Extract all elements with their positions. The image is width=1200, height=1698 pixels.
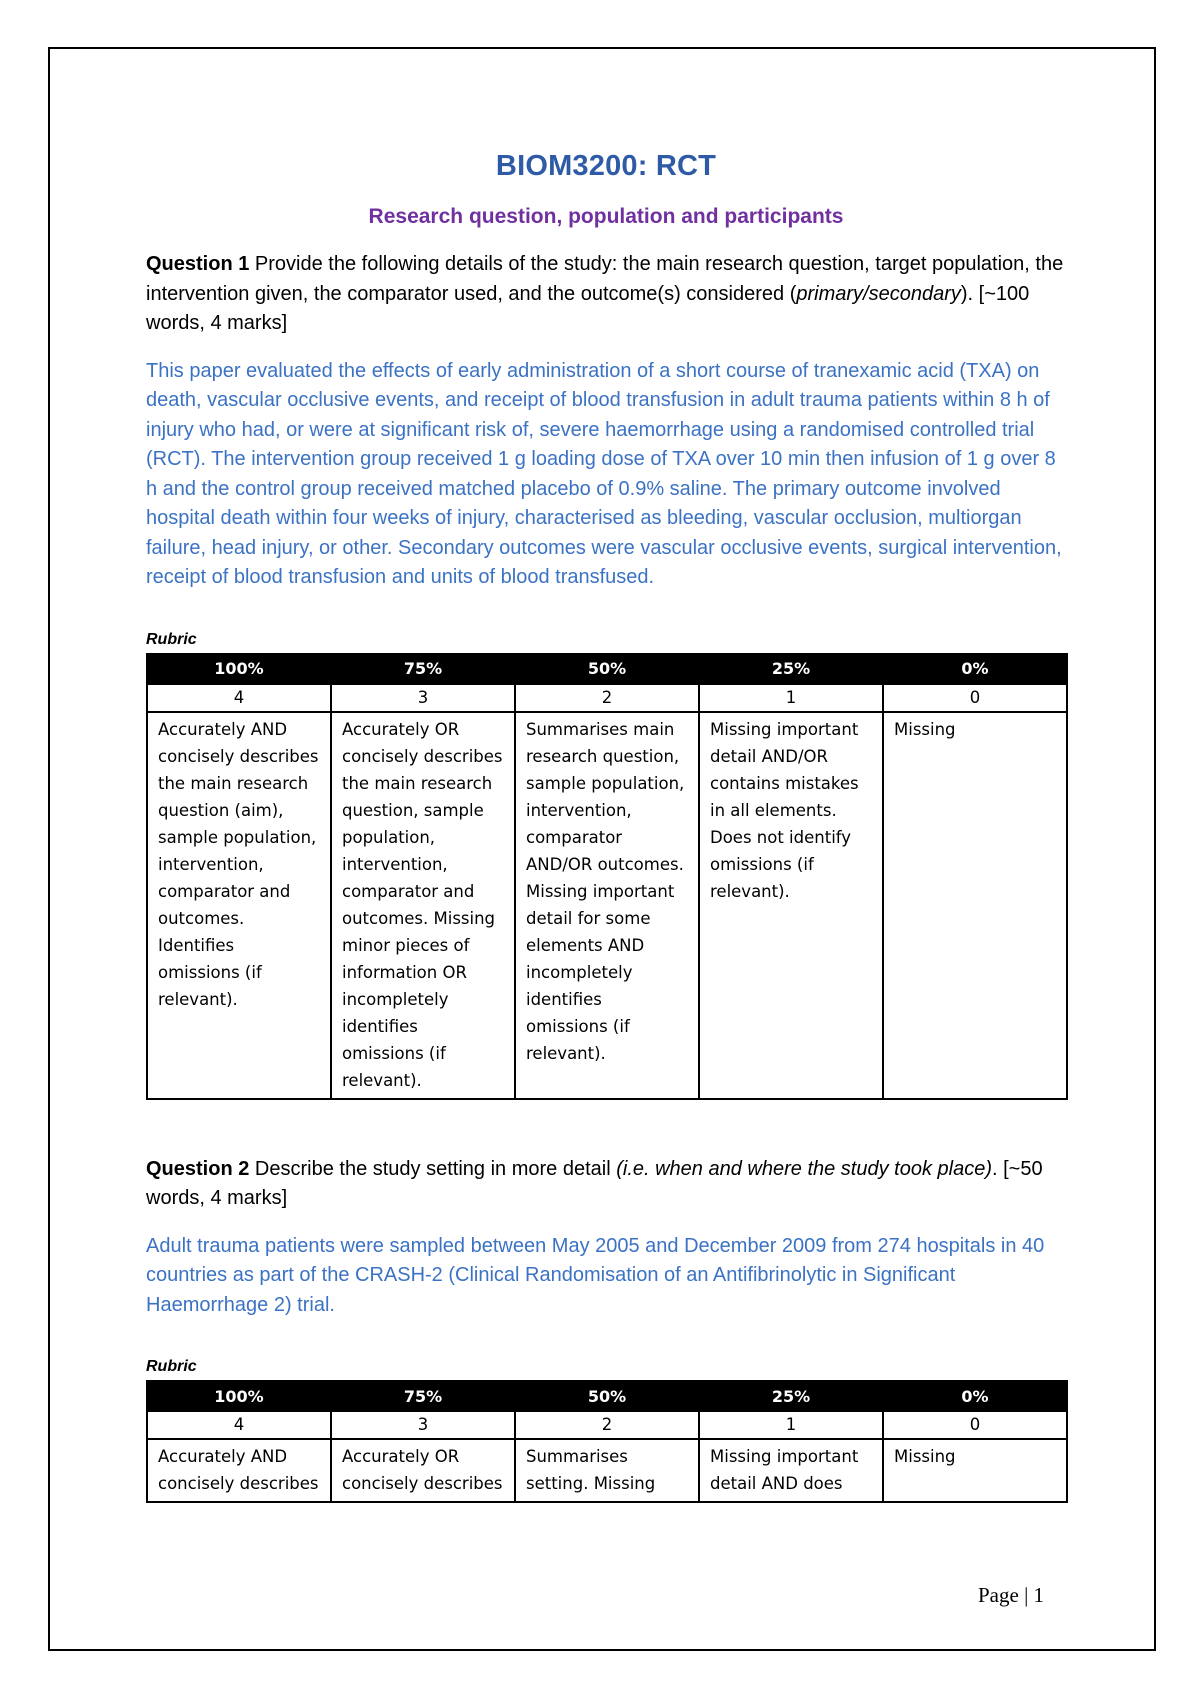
question-1-answer: This paper evaluated the effects of early administration of a short course of tranexamic acid (TXA) on death, vascular occlusive events, and receipt of blood transfusion in adult trauma patients within 8 h of injury who had, or were at significant risk of, severe haemorrhage using a randomised controlled trial (RCT). The intervention group received 1 g loading dose of TXA over 10 min then infusion of 1 g over 8 h and the control group received matched placebo of 0.9% saline. The primary outcome involved hospital death within four weeks of injury, characterised as bleeding, vascular occlusion, multiorgan failure, head injury, or other. Secondary outcomes were vascular occlusive events, surgical intervention, receipt of blood transfusion and units of blood transfused. [146, 359, 1062, 588]
rubric-mark-cell: 1 [699, 1411, 883, 1439]
rubric-mark-cell: 0 [883, 1411, 1067, 1439]
rubric-header-row [147, 1381, 1067, 1411]
rubric-mark-cell: 0 [883, 684, 1067, 712]
rubric-header-cell: 0% [883, 654, 1067, 684]
rubric-mark-cell: 3 [331, 684, 515, 712]
rubric-marks-row [147, 1411, 1067, 1439]
question-2-text: Describe the study setting in more detail [249, 1157, 617, 1180]
question-2-italic: (i.e. when and where the study took place) [616, 1157, 992, 1180]
rubric-header-cell: 0% [883, 1381, 1067, 1411]
question-1-prompt [146, 250, 1066, 339]
rubric-header-cell: 75% [331, 1381, 515, 1411]
question-2-suffix: . [~50 words, 4 marks] [146, 1157, 1043, 1209]
rubric-mark-cell: 2 [515, 684, 699, 712]
rubric-header-cell: 50% [515, 654, 699, 684]
rubric-description-cell: Missing important detail AND/OR contains mistakes in all elements. Does not identify omissions (if relevant). [699, 712, 883, 1099]
rubric-description-cell: Summarises main research question, sample population, intervention, comparator AND/OR outcomes. Missing important detail for some elements AND incompletely identifies omissions (if relevant). [515, 712, 699, 1099]
rubric-header-row [147, 654, 1067, 684]
document-title: BIOM3200: RCT [495, 150, 717, 182]
question-2-rubric-label: Rubric [146, 1358, 197, 1375]
rubric-header-cell: 25% [699, 654, 883, 684]
rubric-description-row [147, 1439, 1067, 1502]
rubric-description-cell: Accurately AND concisely describes the main research question (aim), sample population, intervention, comparator and outcomes. Identifies omissions (if relevant). [147, 712, 331, 1099]
rubric-header-cell: 25% [699, 1381, 883, 1411]
rubric-description-row [147, 712, 1067, 1099]
rubric-header-cell: 50% [515, 1381, 699, 1411]
document-content [146, 150, 1066, 1503]
rubric-description-cell: Accurately OR concisely describes the main research question, sample population, intervention, comparator and outcomes. Missing minor pieces of information OR incompletely identifies omissions (if relevant). [331, 712, 515, 1099]
question-1-italic: primary/secondary [796, 282, 961, 305]
question-1-text: Provide the following details of the study: the main research question, target population, the intervention given, the comparator used, and the outcome(s) considered ( [146, 253, 1064, 305]
question-2-answer: Adult trauma patients were sampled between May 2005 and December 2009 from 274 hospitals in 40 countries as part of the CRASH-2 (Clinical Randomisation of an Antifibrinolytic in Significant Haemorrhage 2) trial. [146, 1234, 1045, 1316]
rubric-description-cell: Missing [883, 712, 1067, 1099]
question-2-label: Question 2 [146, 1157, 250, 1180]
rubric-mark-cell: 2 [515, 1411, 699, 1439]
question-1-label: Question 1 [146, 253, 250, 275]
section-title: Research question, population and participants [368, 205, 844, 228]
rubric-marks-row [147, 684, 1067, 712]
rubric-description-cell: Accurately AND concisely describes [147, 1439, 331, 1502]
question-2-prompt [146, 1155, 1066, 1214]
rubric-header-cell: 100% [147, 1381, 331, 1411]
question-1-suffix: ). [~100 words, 4 marks] [146, 282, 1030, 334]
question-2-rubric-table [146, 1380, 1068, 1503]
rubric-mark-cell: 3 [331, 1411, 515, 1439]
rubric-mark-cell: 1 [699, 684, 883, 712]
question-1-rubric-label: Rubric [146, 630, 197, 648]
rubric-mark-cell: 4 [147, 684, 331, 712]
rubric-header-cell: 100% [147, 654, 331, 684]
rubric-description-cell: Accurately OR concisely describes [331, 1439, 515, 1502]
rubric-mark-cell: 4 [147, 1411, 331, 1439]
rubric-description-cell: Missing important detail AND does [699, 1439, 883, 1502]
page-number: Page | 1 [978, 1583, 1045, 1607]
rubric-header-cell: 75% [331, 654, 515, 684]
rubric-description-cell: Missing [883, 1439, 1067, 1502]
question-1-rubric-table [146, 653, 1068, 1100]
rubric-description-cell: Summarises setting. Missing [515, 1439, 699, 1502]
